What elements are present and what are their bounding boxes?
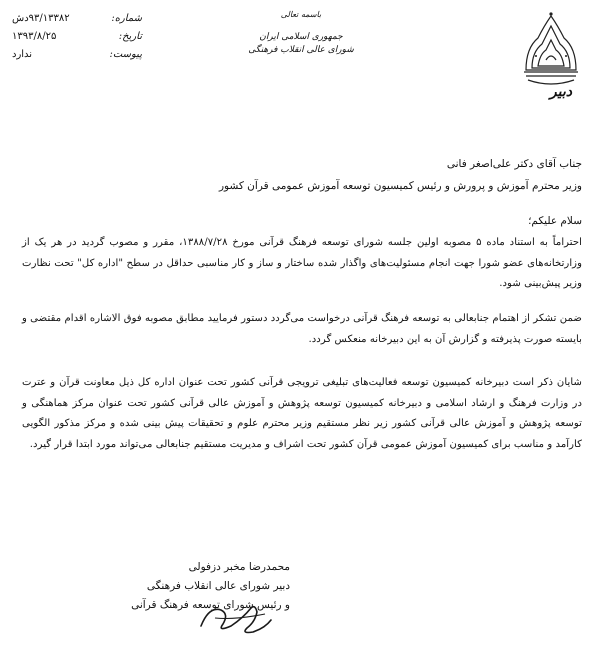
meta-attachment-value: ندارد (12, 49, 33, 60)
meta-date-label: تاریخ: (118, 31, 142, 42)
body-paragraph-2: ضمن تشکر از اهتمام جنابعالی به توسعه فرهنگ قرآنی درخواست می‌گردد دستور فرمایید مطابق مصوبه فوق الاشاره اقدام مقتضی و بایسته صورت پذیرفته و گزارش آن به این دبیرخانه منعکس گردد. (22, 313, 582, 345)
body-paragraph-1: احتراماً به استناد ماده ۵ مصوبه اولین جلسه شورای توسعه فرهنگ قرآنی مورخ ۱۳۸۸/۷/۲۸، مقرر و مصوب گردید در هر یک از وزارتخانه‌های عضو شورا جهت انجام مسئولیت‌های واگذار شده ساختار و ساز و کار مناسبی حداقل در سطح "اداره کل" تحت نظارت وزیر پیش‌بینی شود. (22, 237, 582, 289)
letter-meta (12, 10, 142, 64)
meta-date-row (12, 28, 142, 46)
body-paragraph-3: شایان ذکر است دبیرخانه کمیسیون توسعه فعالیت‌های تبلیغی ترویجی قرآنی کشور تحت عنوان اداره کل ذیل معاونت قرآن و عترت در وزارت فرهنگ و ارشاد اسلامی و دبیرخانه کمیسیون توسعه پژوهش و آموزش عالی قرآنی کشور تحت عنوان مرکز هماهنگی و توسعه پژوهش و آموزش عالی قرآنی کشور زیر نظر مستقیم وزیر محترم علوم و تحقیقات پیش بینی شده و مرکز مذکور الگویی کارآمد و مناسب برای کمیسیون آموزش عمومی قرآن کشور تحت اشراف و مدیریت مستقیم جنابعالی می‌تواند مورد ابتدا قرار گیرد. (22, 377, 582, 450)
signer-name: محمدرضا مخبر دزفولی (188, 561, 290, 573)
meta-attachment-label: پیوست: (109, 49, 142, 60)
handwritten-signature-icon (195, 596, 275, 638)
recipient-title: وزیر محترم آموزش و پرورش و رئیس کمیسیون توسعه آموزش عمومی قرآن کشور (218, 180, 582, 192)
salutation: سلام علیکم؛ (528, 215, 582, 227)
signer-title-1: دبیر شورای عالی انقلاب فرهنگی (146, 580, 290, 592)
meta-attachment-row (12, 46, 142, 64)
recipient-name: جناب آقای دکتر علی‌اصغر فانی (446, 158, 582, 170)
letterhead-line1: جمهوری اسلامی ایران (259, 32, 343, 42)
letterhead-center (226, 8, 376, 57)
emblem-caption: دبیر (549, 84, 572, 100)
signer-title-2: و رئیس شورای توسعه فرهنگ قرآنی (131, 599, 290, 611)
letterhead-bism: باسمه تعالی (280, 10, 322, 19)
meta-date-value: ۱۳۹۳/۸/۲۵ (12, 31, 57, 42)
meta-number-row (12, 10, 142, 28)
recipient-block (22, 153, 582, 197)
meta-number-label: شماره: (111, 13, 142, 24)
meta-number-value: ۹۳/۱۳۳۸۲دش (12, 13, 70, 24)
letterhead-line2: شورای عالی انقلاب فرهنگی (248, 45, 354, 55)
